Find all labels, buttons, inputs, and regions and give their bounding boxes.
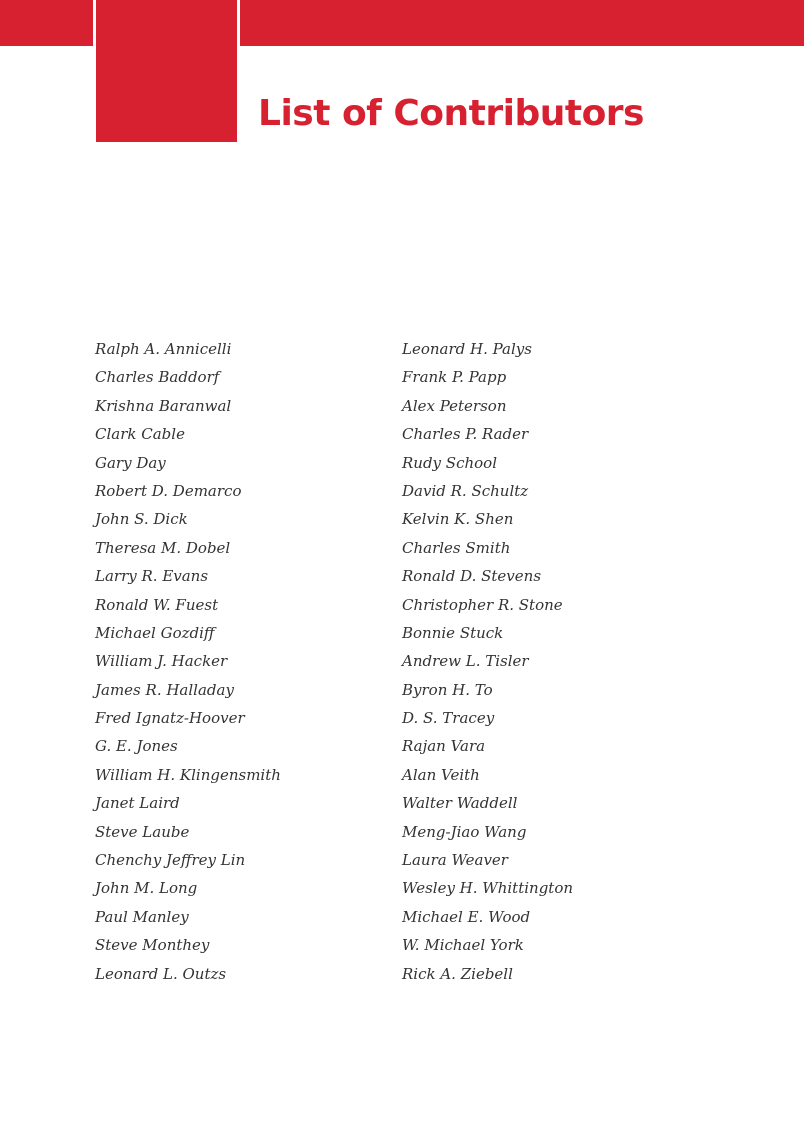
contributor-name: Ronald W. Fuest xyxy=(95,595,219,614)
contributor-name: G. E. Jones xyxy=(95,737,178,756)
contributor-name: Rick A. Ziebell xyxy=(402,964,513,983)
contributor-name: Bonnie Stuck xyxy=(402,623,504,642)
contributor-name: Kelvin K. Shen xyxy=(402,510,514,529)
contributor-name: Charles P. Rader xyxy=(402,425,529,444)
contributor-name: William J. Hacker xyxy=(95,652,228,671)
contributor-name: Chenchy Jeffrey Lin xyxy=(95,851,246,870)
contributor-name: W. Michael York xyxy=(402,936,524,955)
contributor-name: Andrew L. Tisler xyxy=(402,652,529,671)
contributor-name: James R. Halladay xyxy=(95,680,234,699)
header-bar-right xyxy=(240,0,804,46)
contributor-name: Clark Cable xyxy=(95,425,185,444)
contributor-name: Michael Gozdiff xyxy=(95,623,215,642)
contributor-name: Meng-Jiao Wang xyxy=(402,822,527,841)
contributor-name: Janet Laird xyxy=(95,794,180,813)
contributor-name: Steve Monthey xyxy=(95,936,210,955)
contributor-name: Ralph A. Annicelli xyxy=(95,340,232,358)
contributor-name: Walter Waddell xyxy=(402,794,518,813)
contributor-name: Ronald D. Stevens xyxy=(402,567,542,586)
contributor-name: Steve Laube xyxy=(95,822,190,841)
page-title: List of Contributors xyxy=(258,93,644,134)
contributor-name: Theresa M. Dobel xyxy=(95,538,231,557)
contributor-name: Alan Veith xyxy=(402,765,480,784)
contributor-name: William H. Klingensmith xyxy=(95,765,281,784)
contributor-name: Charles Smith xyxy=(402,538,511,557)
contributor-name: Frank P. Papp xyxy=(402,368,507,387)
contributor-name: Charles Baddorf xyxy=(95,368,220,387)
contributor-name: Christopher R. Stone xyxy=(402,595,563,614)
contributor-name: Rajan Vara xyxy=(402,737,486,756)
contributor-name: John M. Long xyxy=(95,879,198,898)
contributor-name: Byron H. To xyxy=(402,680,493,699)
contributor-name: Gary Day xyxy=(95,453,166,472)
contributor-name: John S. Dick xyxy=(95,510,188,529)
contributor-name: Leonard H. Palys xyxy=(402,340,532,358)
contributors-column-left xyxy=(95,335,281,988)
contributor-name: Michael E. Wood xyxy=(402,907,531,926)
header-bar-left xyxy=(0,0,93,46)
contributor-name: Alex Peterson xyxy=(402,396,507,415)
contributor-name: Wesley H. Whittington xyxy=(402,879,574,898)
contributor-name: Krishna Baranwal xyxy=(95,396,232,415)
contributor-name: Laura Weaver xyxy=(402,851,508,870)
contributor-name: D. S. Tracey xyxy=(402,709,495,728)
contributor-name: Rudy School xyxy=(402,453,497,472)
contributor-name: Robert D. Demarco xyxy=(95,481,242,500)
contributor-name: David R. Schultz xyxy=(402,481,529,500)
contributor-name: Paul Manley xyxy=(95,907,189,926)
contributor-name: Fred Ignatz-Hoover xyxy=(95,709,245,728)
header-accent-block xyxy=(96,0,237,142)
contributor-name: Larry R. Evans xyxy=(95,567,209,586)
contributor-name: Leonard L. Outzs xyxy=(95,964,227,983)
contributors-column-right xyxy=(402,335,573,988)
